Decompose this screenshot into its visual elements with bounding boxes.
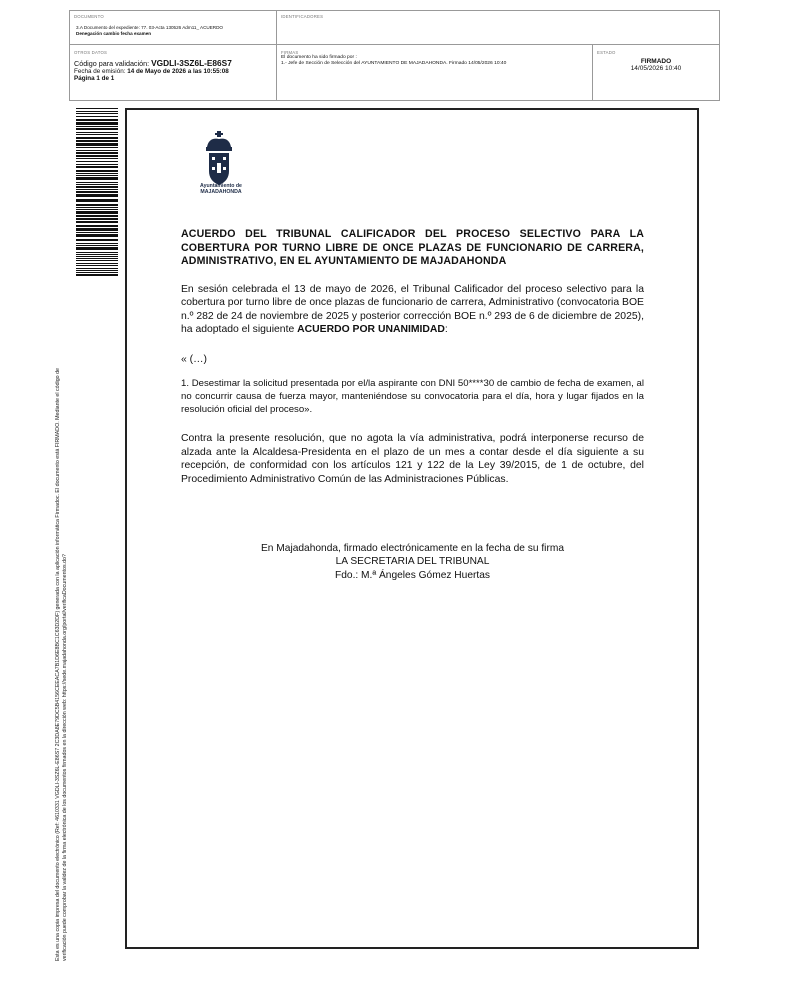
otros-datos-cell	[70, 45, 277, 100]
emission-date-line	[74, 68, 272, 75]
documento-cell	[70, 11, 277, 45]
signature-line1: En Majadahonda, firmado electrónicamente en la fecha de su firma	[261, 543, 564, 554]
session-end: :	[444, 324, 448, 335]
session-paragraph	[181, 283, 644, 337]
status-badge: FIRMADO	[640, 58, 672, 65]
crest-caption	[187, 183, 255, 196]
signature-line3: Fdo.: M.ª Ángeles Gómez Huertas	[335, 569, 490, 581]
page-counter: Página 1 de 1	[74, 75, 115, 82]
validation-label: Código para validación:	[74, 59, 150, 68]
emission-value: 14 de Mayo de 2026 a las 10:55:08	[127, 68, 229, 75]
emission-label: Fecha de emisión:	[74, 68, 126, 75]
status-date: 14/05/2026 10:40	[630, 65, 682, 72]
signature-line2: LA SECRETARIA DEL TRIBUNAL	[335, 556, 490, 568]
documento-caption: DOCUMENTO	[74, 14, 104, 19]
documento-description	[76, 25, 272, 38]
document-body	[181, 228, 644, 486]
documento-line1: 3.A Documento del expediente: 77. 03-Acta 130526 Adm11_ ACUERDO	[76, 25, 224, 30]
otros-datos-caption: OTROS DATOS	[74, 50, 108, 55]
side-text-line1: Esta es una copia impresa del documento electrónico (Ref: 4610331 VGDLI-3SZ6L-E86S7 2C3DA8E79DC5B4156CEEACA7B1D6E8BC1C63D2DF) generada con la aplicación informática Firmadoc. El documento está FIRMADO. Mediante el código de	[55, 368, 61, 961]
estado-caption: ESTADO	[597, 50, 616, 55]
firmas-caption: FIRMAS	[281, 50, 299, 55]
document-title: ACUERDO DEL TRIBUNAL CALIFICADOR DEL PROCESO SELECTIVO PARA LA COBERTURA POR TURNO LIBRE DE ONCE PLAZAS DE FUNCIONARIO DE CARRERA, ADMINISTRATIVO, EN EL AYUNTAMIENTO DE MAJADAHONDA	[181, 228, 644, 267]
identificadores-cell	[277, 11, 719, 45]
quote-opening: « (…)	[181, 353, 207, 365]
firmas-line2: 1.- Jefe de Sección de Selección del AYUNTAMIENTO DE MAJADAHONDA. Firmado 14/05/2026 10:40	[281, 61, 507, 67]
side-text-line2: verificación puede comprobar la validez de la firma electrónica de los documentos firmados en la dirección web: https://sede.majadahonda.org/portal/verificaDocumentos.do?	[62, 554, 69, 961]
agreement-label: ACUERDO POR UNANIMIDAD	[297, 324, 445, 335]
signature-block	[181, 542, 644, 582]
estado-cell	[593, 45, 719, 100]
validation-code[interactable]: VGDLI-3SZ6L-E86S7	[151, 58, 232, 68]
verification-side-text	[55, 301, 70, 961]
crest-caption-line2: MAJADAHONDA	[200, 189, 242, 196]
identificadores-caption: IDENTIFICADORES	[281, 14, 324, 19]
crest-caption-line1: Ayuntamiento de	[200, 183, 242, 189]
firmas-line1: El documento ha sido firmado por :	[281, 55, 357, 60]
appeal-paragraph: Contra la presente resolución, que no agota la vía administrativa, podrá interponerse recurso de alzada ante la Alcaldesa-Presidenta en el plazo de un mes a contar desde el día siguiente a su recepción, de conformidad con los artículos 121 y 122 de la Ley 39/2015, de 1 de octubre, del Procedimiento Administrativo Común de las Administraciones Públicas.	[181, 433, 644, 485]
validation-code-line	[74, 58, 272, 68]
document-header-table	[69, 10, 720, 101]
barcode	[76, 108, 118, 276]
session-text: En sesión celebrada el 13 de mayo de 2026, el Tribunal Calificador del proceso selectivo para la cobertura por turno libre de once plazas de funcionario de carrera, Administrativo (convocatoria BOE n.º 282 de 24 de noviembre de 2025 y posterior corrección BOE n.º 293 de 6 de diciembre de 2025), ha adoptado el siguiente	[181, 283, 644, 335]
firmas-cell	[277, 45, 593, 100]
resolution-item: 1. Desestimar la solicitud presentada por el/la aspirante con DNI 50****30 de cambio de fecha de examen, al no concurrir causa de fuerza mayor, manteniéndose su convocatoria para el día, hora y lugar fijados en la resolución oficial del proceso».	[181, 377, 644, 415]
documento-line2: Denegación cambio fecha examen	[76, 31, 152, 37]
